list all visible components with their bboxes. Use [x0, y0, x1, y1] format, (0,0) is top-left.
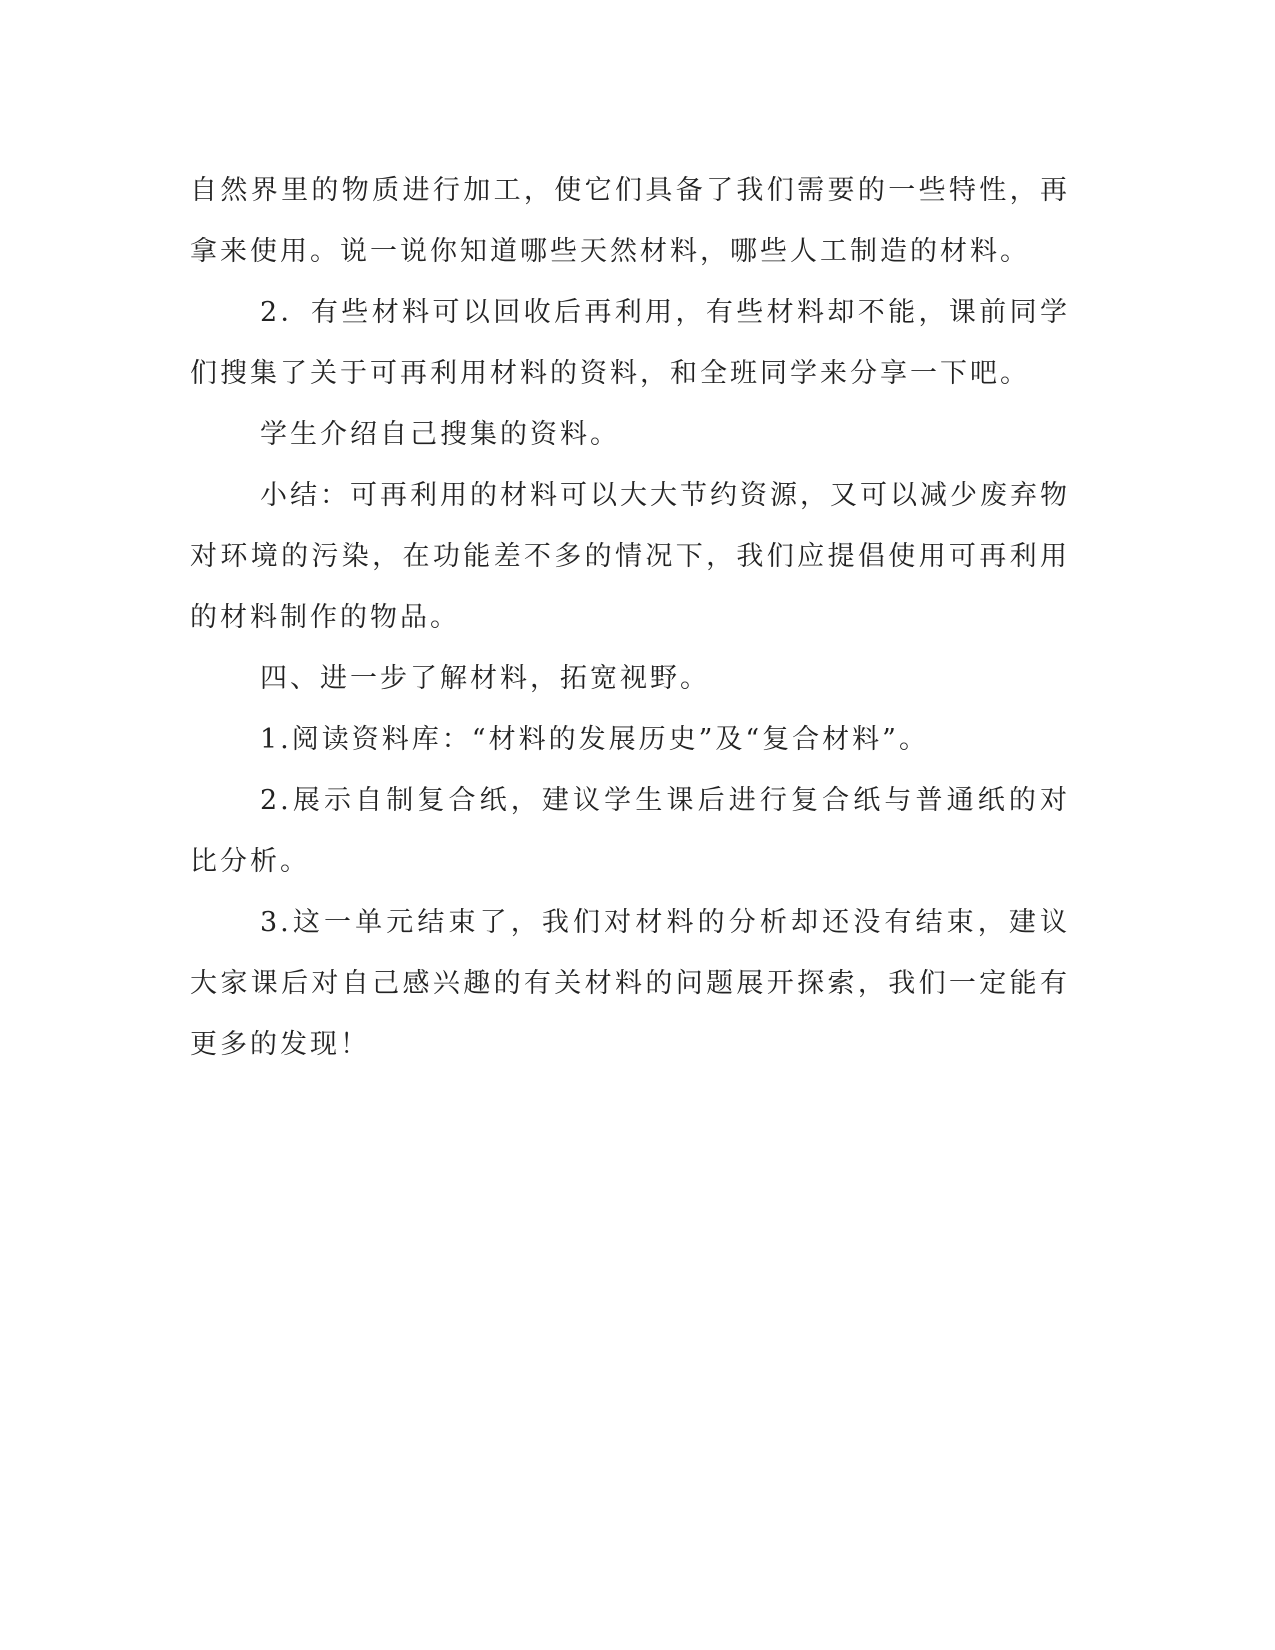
- paragraph-student-intro: 学生介绍自己搜集的资料。: [260, 419, 620, 450]
- paragraph-summary: 小结：可再利用的材料可以大大节约资源，又可以减少废弃物对环境的污染，在功能差不多的情况下，我们应提倡使用可再利用的材料制作的物品。: [190, 480, 1070, 633]
- paragraph-step-3: 3.这一单元结束了，我们对材料的分析却还没有结束，建议大家课后对自己感兴趣的有关材料的问题展开探索，我们一定能有更多的发现！: [190, 907, 1070, 1060]
- document-body: [190, 160, 1070, 1075]
- section-heading-four: 四、进一步了解材料，拓宽视野。: [260, 663, 710, 694]
- paragraph-continuation: 自然界里的物质进行加工，使它们具备了我们需要的一些特性，再拿来使用。说一说你知道哪些天然材料，哪些人工制造的材料。: [190, 175, 1070, 267]
- paragraph-step-2: 2.展示自制复合纸，建议学生课后进行复合纸与普通纸的对比分析。: [190, 785, 1070, 877]
- paragraph-item-2: 2．有些材料可以回收后再利用，有些材料却不能，课前同学们搜集了关于可再利用材料的资料，和全班同学来分享一下吧。: [190, 297, 1070, 389]
- paragraph-step-1: 1.阅读资料库：“材料的发展历史”及“复合材料”。: [260, 724, 929, 755]
